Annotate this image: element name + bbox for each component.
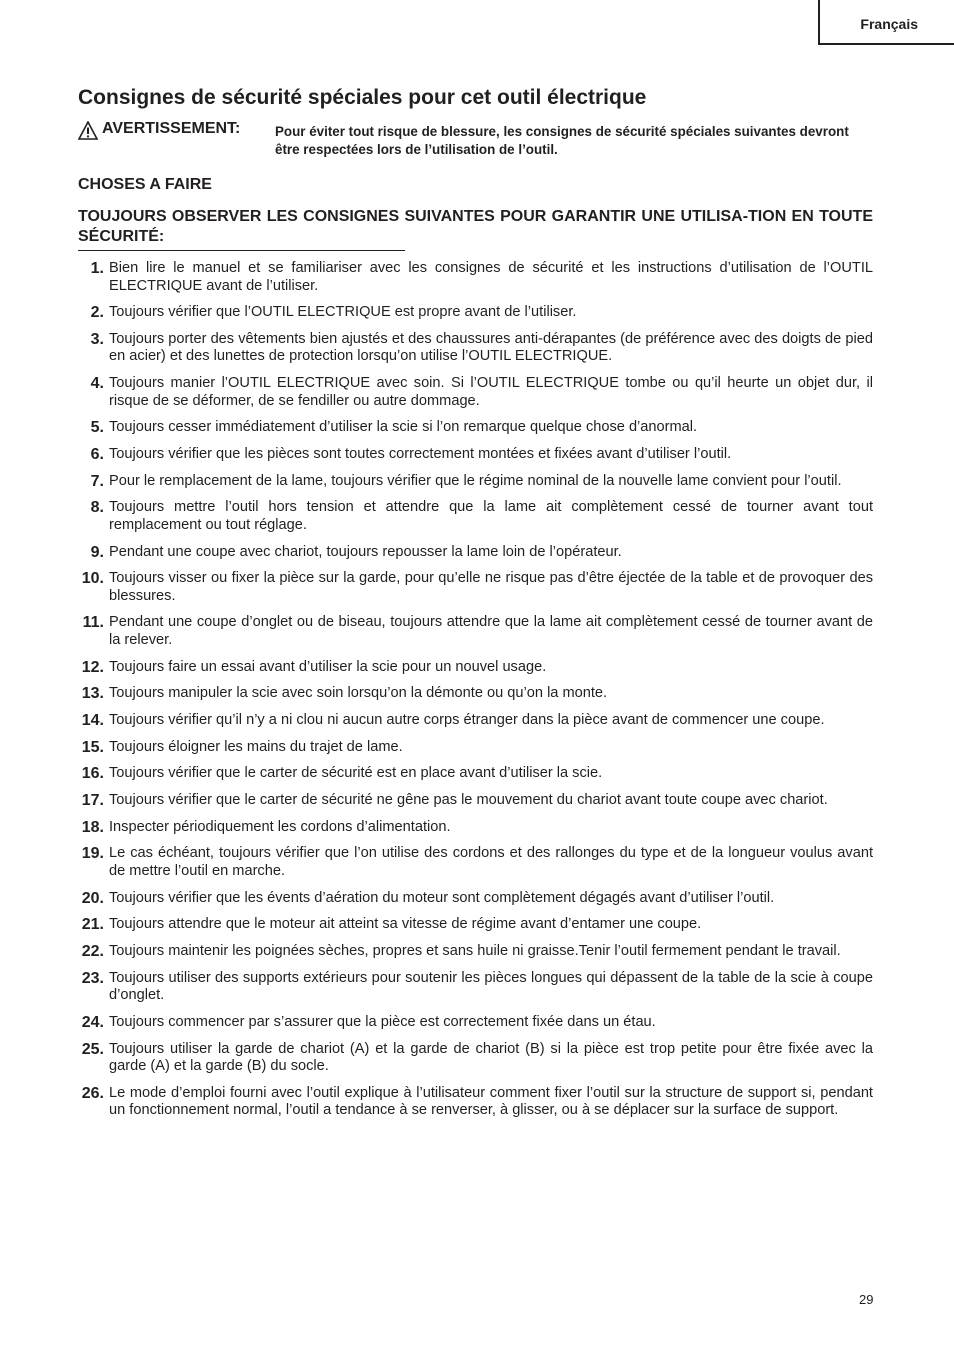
list-item (78, 916, 873, 934)
rule-text: Toujours porter des vêtements bien ajustés et des chaussures anti-dérapantes (de préférence avec des doigts de pied en acier) et des lunettes de protection lorsqu’on utilise l’OUTIL ELECTRIQUE. (109, 330, 873, 365)
warning-triangle-icon (78, 121, 98, 140)
list-item (78, 304, 873, 322)
page-number: 29 (859, 1292, 874, 1307)
rule-text: Toujours maintenir les poignées sèches, propres et sans huile ni graisse.Tenir l’outil fermement pendant le travail. (109, 942, 841, 959)
rule-text: Bien lire le manuel et se familiariser avec les consignes de sécurité et les instructions d’utilisation de l’OUTIL ELECTRIQUE avant de l’utiliser. (109, 260, 873, 294)
rule-number: 9. (90, 543, 104, 561)
rule-text: Toujours utiliser la garde de chariot (A) et la garde de chariot (B) si la pièce est trop petite pour être fixée avec la garde (A) et la garde (B) du socle. (109, 1040, 873, 1074)
safety-subheading: TOUJOURS OBSERVER LES CONSIGNES SUIVANTES POUR GARANTIR UNE UTILISA-TION EN TOUTE SÉCURITÉ: (78, 208, 873, 245)
list-item (78, 260, 873, 295)
list-item (78, 419, 873, 437)
rule-text: Pour le remplacement de la lame, toujours vérifier que le régime nominal de la nouvelle lame convient pour l’outil. (109, 472, 842, 489)
list-item (78, 499, 873, 534)
rule-text: Toujours mettre l’outil hors tension et attendre que la lame ait complètement cessé de tourner avant tout remplacement ou tout réglage. (109, 499, 873, 533)
list-item (78, 473, 873, 491)
rule-text: Toujours faire un essai avant d’utiliser la scie pour un nouvel usage. (109, 658, 547, 675)
rule-number: 6. (90, 445, 104, 463)
list-item (78, 659, 873, 677)
list-item (78, 614, 873, 649)
list-item (78, 1014, 873, 1032)
rule-text: Toujours vérifier qu’il n’y a ni clou ni aucun autre corps étranger dans la pièce avant de commencer une coupe. (109, 711, 825, 728)
warning-text: Pour éviter tout risque de blessure, les consignes de sécurité spéciales suivantes devront être respectées lors de l’utilisation de l’outil. (275, 124, 849, 157)
rule-text: Toujours visser ou fixer la pièce sur la garde, pour qu’elle ne risque pas d’être éjectée de la table et de provoquer des blessures. (109, 570, 873, 604)
safety-rules-list (78, 260, 873, 1129)
rule-number: 1. (90, 260, 104, 277)
rule-number: 7. (90, 472, 104, 490)
list-item (78, 375, 873, 410)
rule-number: 14. (81, 711, 104, 729)
list-item (78, 570, 873, 605)
list-item (78, 765, 873, 783)
rule-text: Toujours commencer par s’assurer que la pièce est correctement fixée dans un étau. (109, 1013, 656, 1030)
rule-number: 13. (81, 685, 104, 703)
rule-number: 22. (81, 942, 104, 960)
language-tab: Français (818, 0, 954, 45)
list-item (78, 845, 873, 880)
rule-number: 26. (81, 1084, 104, 1102)
rule-number: 4. (90, 375, 104, 393)
rule-number: 3. (90, 330, 104, 348)
subheading-underline (78, 250, 405, 251)
list-item (78, 739, 873, 757)
rule-text: Toujours vérifier que les pièces sont toutes correctement montées et fixées avant d’utiliser l’outil. (109, 445, 732, 462)
list-item (78, 792, 873, 810)
rule-number: 17. (81, 792, 104, 809)
rule-number: 19. (81, 845, 104, 863)
rule-text: Toujours manipuler la scie avec soin lorsqu’on la démonte ou qu’on la monte. (109, 685, 608, 702)
rule-text: Toujours utiliser des supports extérieurs pour soutenir les pièces longues qui dépassent de la table de la scie à coupe d’onglet. (109, 969, 873, 1004)
rule-number: 24. (81, 1013, 104, 1031)
rule-number: 23. (81, 969, 104, 987)
rule-number: 15. (81, 738, 104, 756)
list-item (78, 544, 873, 562)
list-item (78, 712, 873, 730)
warning-label: AVERTISSEMENT: (102, 120, 241, 137)
rule-text: Toujours vérifier que les évents d’aération du moteur sont complètement dégagés avant d’utiliser l’outil. (109, 889, 775, 906)
rule-text: Le cas échéant, toujours vérifier que l’on utilise des cordons et des rallonges du type et de la longueur voulus avant de mettre l’outil en marche. (109, 845, 873, 879)
list-item (78, 890, 873, 908)
rule-text: Toujours attendre que le moteur ait atteint sa vitesse de régime avant d’entamer une coupe. (109, 916, 702, 933)
rule-text: Inspecter périodiquement les cordons d’alimentation. (109, 818, 451, 835)
rule-number: 20. (81, 889, 104, 907)
rule-text: Toujours cesser immédiatement d’utiliser la scie si l’on remarque quelque chose d’anormal. (109, 419, 698, 436)
rule-text: Pendant une coupe d’onglet ou de biseau, toujours attendre que la lame ait complètement cessé de tourner avant de la relever. (109, 614, 873, 648)
rule-text: Toujours manier l’OUTIL ELECTRIQUE avec soin. Si l’OUTIL ELECTRIQUE tombe ou qu’il heurte un objet dur, il risque de se déformer, de se fendiller ou autre dommage. (109, 375, 873, 409)
rule-text: Pendant une coupe avec chariot, toujours repousser la lame loin de l’opérateur. (109, 543, 622, 560)
list-item (78, 331, 873, 366)
section-heading: CHOSES A FAIRE (78, 176, 212, 193)
rule-number: 11. (82, 614, 104, 632)
list-item (78, 943, 873, 961)
list-item (78, 1041, 873, 1076)
rule-number: 2. (90, 304, 104, 322)
rule-text: Le mode d’emploi fourni avec l’outil explique à l’utilisateur comment fixer l’outil sur la structure de support si, pendant un fonctionnement normal, l’outil a tendance à se renverser, à glisser, ou à se déplacer sur la surface de support. (109, 1084, 873, 1119)
rule-number: 25. (81, 1040, 104, 1058)
rule-text: Toujours vérifier que l’OUTIL ELECTRIQUE est propre avant de l’utiliser. (109, 304, 577, 321)
list-item (78, 819, 873, 837)
list-item (78, 685, 873, 703)
page-title: Consignes de sécurité spéciales pour cet outil électrique (78, 86, 647, 109)
rule-number: 21. (81, 916, 104, 934)
list-item (78, 446, 873, 464)
rule-text: Toujours vérifier que le carter de sécurité ne gêne pas le mouvement du chariot avant toute coupe avec chariot. (109, 792, 828, 808)
list-item (78, 970, 873, 1005)
rule-number: 18. (81, 818, 104, 836)
rule-text: Toujours vérifier que le carter de sécurité est en place avant d’utiliser la scie. (109, 765, 603, 782)
rule-number: 8. (90, 499, 104, 517)
rule-number: 5. (90, 419, 104, 437)
rule-number: 16. (81, 765, 104, 783)
rule-number: 10. (81, 570, 104, 588)
rule-text: Toujours éloigner les mains du trajet de lame. (109, 738, 403, 755)
list-item (78, 1085, 873, 1120)
rule-number: 12. (81, 658, 104, 676)
